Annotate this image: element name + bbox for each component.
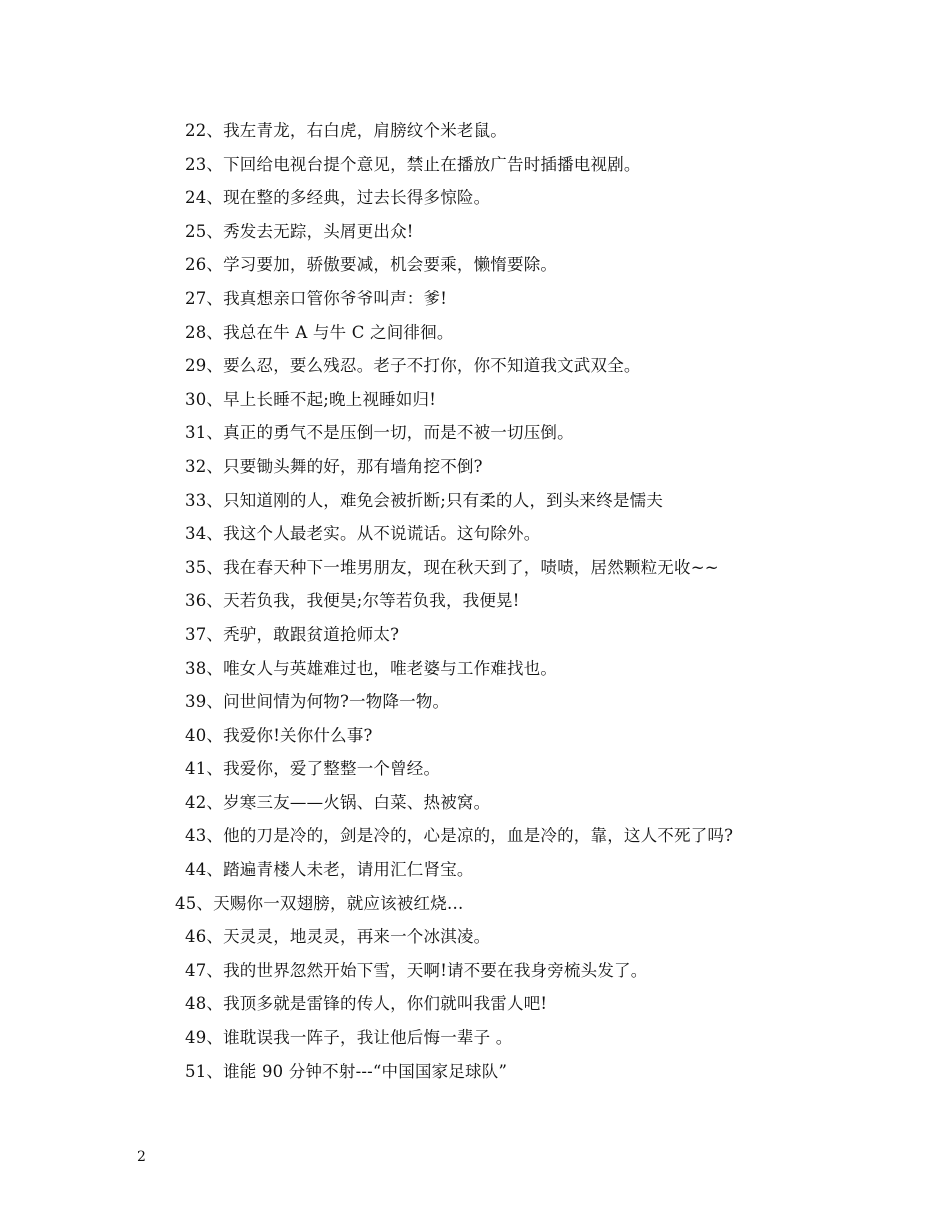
list-item: 46、天灵灵，地灵灵，再来一个冰淇凌。 bbox=[185, 927, 491, 947]
list-item: 42、岁寒三友——火锅、白菜、热被窝。 bbox=[185, 792, 491, 812]
list-item: 22、我左青龙，右白虎，肩膀纹个米老鼠。 bbox=[185, 121, 507, 140]
list-item: 23、下回给电视台提个意见，禁止在播放广告时插播电视剧。 bbox=[185, 154, 641, 174]
list-item: 28、我总在牛 A 与牛 C 之间徘徊。 bbox=[185, 322, 454, 342]
list-item: 33、只知道刚的人，难免会被折断;只有柔的人，到头来终是懦夫 bbox=[185, 490, 664, 510]
list-item: 39、问世间情为何物?一物降一物。 bbox=[185, 692, 450, 712]
list-item: 44、踏遍青楼人未老，请用汇仁肾宝。 bbox=[185, 860, 474, 880]
list-item: 35、我在春天种下一堆男朋友，现在秋天到了，啧啧，居然颗粒无收~~ bbox=[185, 557, 719, 577]
list-item: 43、他的刀是冷的，剑是冷的，心是凉的，血是冷的，靠，这人不死了吗? bbox=[185, 826, 734, 846]
list-item: 51、谁能 90 分钟不射---“中国国家足球队” bbox=[185, 1061, 508, 1081]
list-item: 31、真正的勇气不是压倒一切，而是不被一切压倒。 bbox=[185, 423, 574, 443]
list-item: 24、现在整的多经典，过去长得多惊险。 bbox=[185, 188, 491, 208]
list-item: 36、天若负我，我便昊;尔等若负我，我便晃! bbox=[185, 591, 520, 611]
list-item: 40、我爱你!关你什么事? bbox=[185, 725, 373, 745]
list-item: 30、早上长睡不起;晚上视睡如归! bbox=[185, 389, 437, 409]
list-item: 48、我顶多就是雷锋的传人，你们就叫我雷人吧! bbox=[185, 994, 548, 1014]
list-item: 41、我爱你，爱了整整一个曾经。 bbox=[185, 759, 441, 779]
list-item: 38、唯女人与英雄难过也，唯老婆与工作难找也。 bbox=[185, 658, 558, 678]
list-item: 49、谁耽误我一阵子，我让他后悔一辈子 。 bbox=[185, 1028, 513, 1048]
list-item: 32、只要锄头舞的好，那有墙角挖不倒? bbox=[185, 456, 483, 476]
list-item: 47、我的世界忽然开始下雪，天啊!请不要在我身旁梳头发了。 bbox=[185, 960, 648, 980]
list-item: 45、天赐你一双翅膀，就应该被红烧… bbox=[175, 893, 464, 913]
list-item: 27、我真想亲口管你爷爷叫声：爹! bbox=[185, 288, 448, 308]
list-item: 26、学习要加，骄傲要减，机会要乘，懒惰要除。 bbox=[185, 255, 558, 275]
list-item: 37、秃驴，敢跟贫道抢师太? bbox=[185, 624, 400, 644]
list-item: 25、秀发去无踪，头屑更出众! bbox=[185, 221, 414, 241]
page-number: 2 bbox=[137, 1149, 146, 1165]
joke-list bbox=[175, 118, 885, 1092]
list-item: 34、我这个人最老实。从不说谎话。这句除外。 bbox=[185, 524, 541, 544]
list-item: 29、要么忍，要么残忍。老子不打你，你不知道我文武双全。 bbox=[185, 356, 641, 376]
